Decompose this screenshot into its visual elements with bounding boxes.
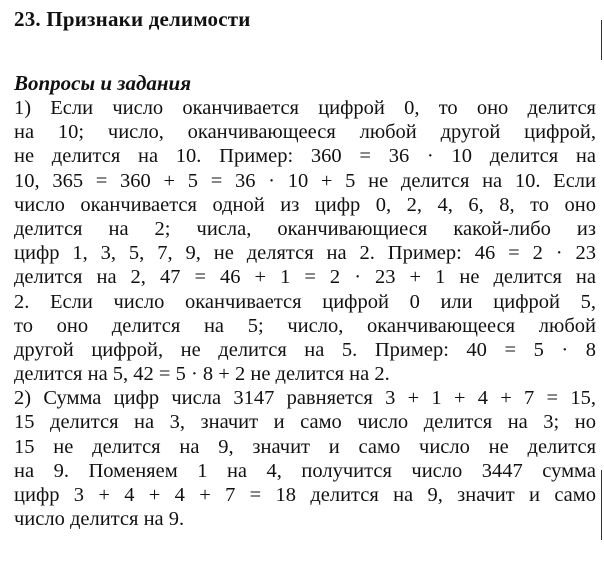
text-line: не делится на 10. Пример: 360 = 36 · 10 делится на [14, 145, 596, 168]
text-line: цифр 3 + 4 + 4 + 7 = 18 делится на 9, значит и само [14, 484, 596, 506]
text-line: делится на 2; числа, оканчивающиеся какой-либо из [14, 217, 596, 240]
text-line: 2. Если число оканчивается цифрой 0 или цифрой 5, [14, 290, 596, 313]
page-title: 23. Признаки делимости [14, 7, 251, 31]
text-line: 1) Если число оканчивается цифрой 0, то оно делится [14, 97, 596, 119]
text-line: на 10; число, оканчивающееся любой другой цифрой, [14, 121, 596, 144]
text-line: цифр 1, 3, 5, 7, 9, не делятся на 2. Пример: 46 = 2 · 23 [14, 242, 596, 265]
text-line: то оно делится на 5; число, оканчивающееся любой [14, 314, 596, 337]
text-line: 15 не делится на 9, значит и само число не делится [14, 435, 596, 458]
scan-edge-mark [601, 20, 602, 60]
section-subtitle: Вопросы и задания [14, 71, 192, 95]
text-line: делится на 5, 42 = 5 · 8 + 2 не делится на 2. [14, 363, 390, 386]
scan-edge-mark [601, 470, 602, 540]
text-line: число делится на 9. [14, 508, 185, 531]
text-line: 2) Сумма цифр числа 3147 равняется 3 + 1 + 4 + 7 = 15, [14, 387, 596, 410]
text-line: число оканчивается одной из цифр 0, 2, 4, 6, 8, то оно [14, 193, 596, 216]
text-line: на 9. Поменяем 1 на 4, получится число 3447 сумма [14, 459, 596, 482]
body-text [14, 96, 596, 531]
text-line: делится на 2, 47 = 46 + 1 = 2 · 23 + 1 не делится на [14, 266, 596, 289]
text-line: 15 делится на 3, значит и само число делится на 3; но [14, 411, 596, 434]
text-line: 10, 365 = 360 + 5 = 36 · 10 + 5 не делится на 10. Если [14, 169, 596, 192]
text-line: другой цифрой, не делится на 5. Пример: 40 = 5 · 8 [14, 338, 596, 361]
